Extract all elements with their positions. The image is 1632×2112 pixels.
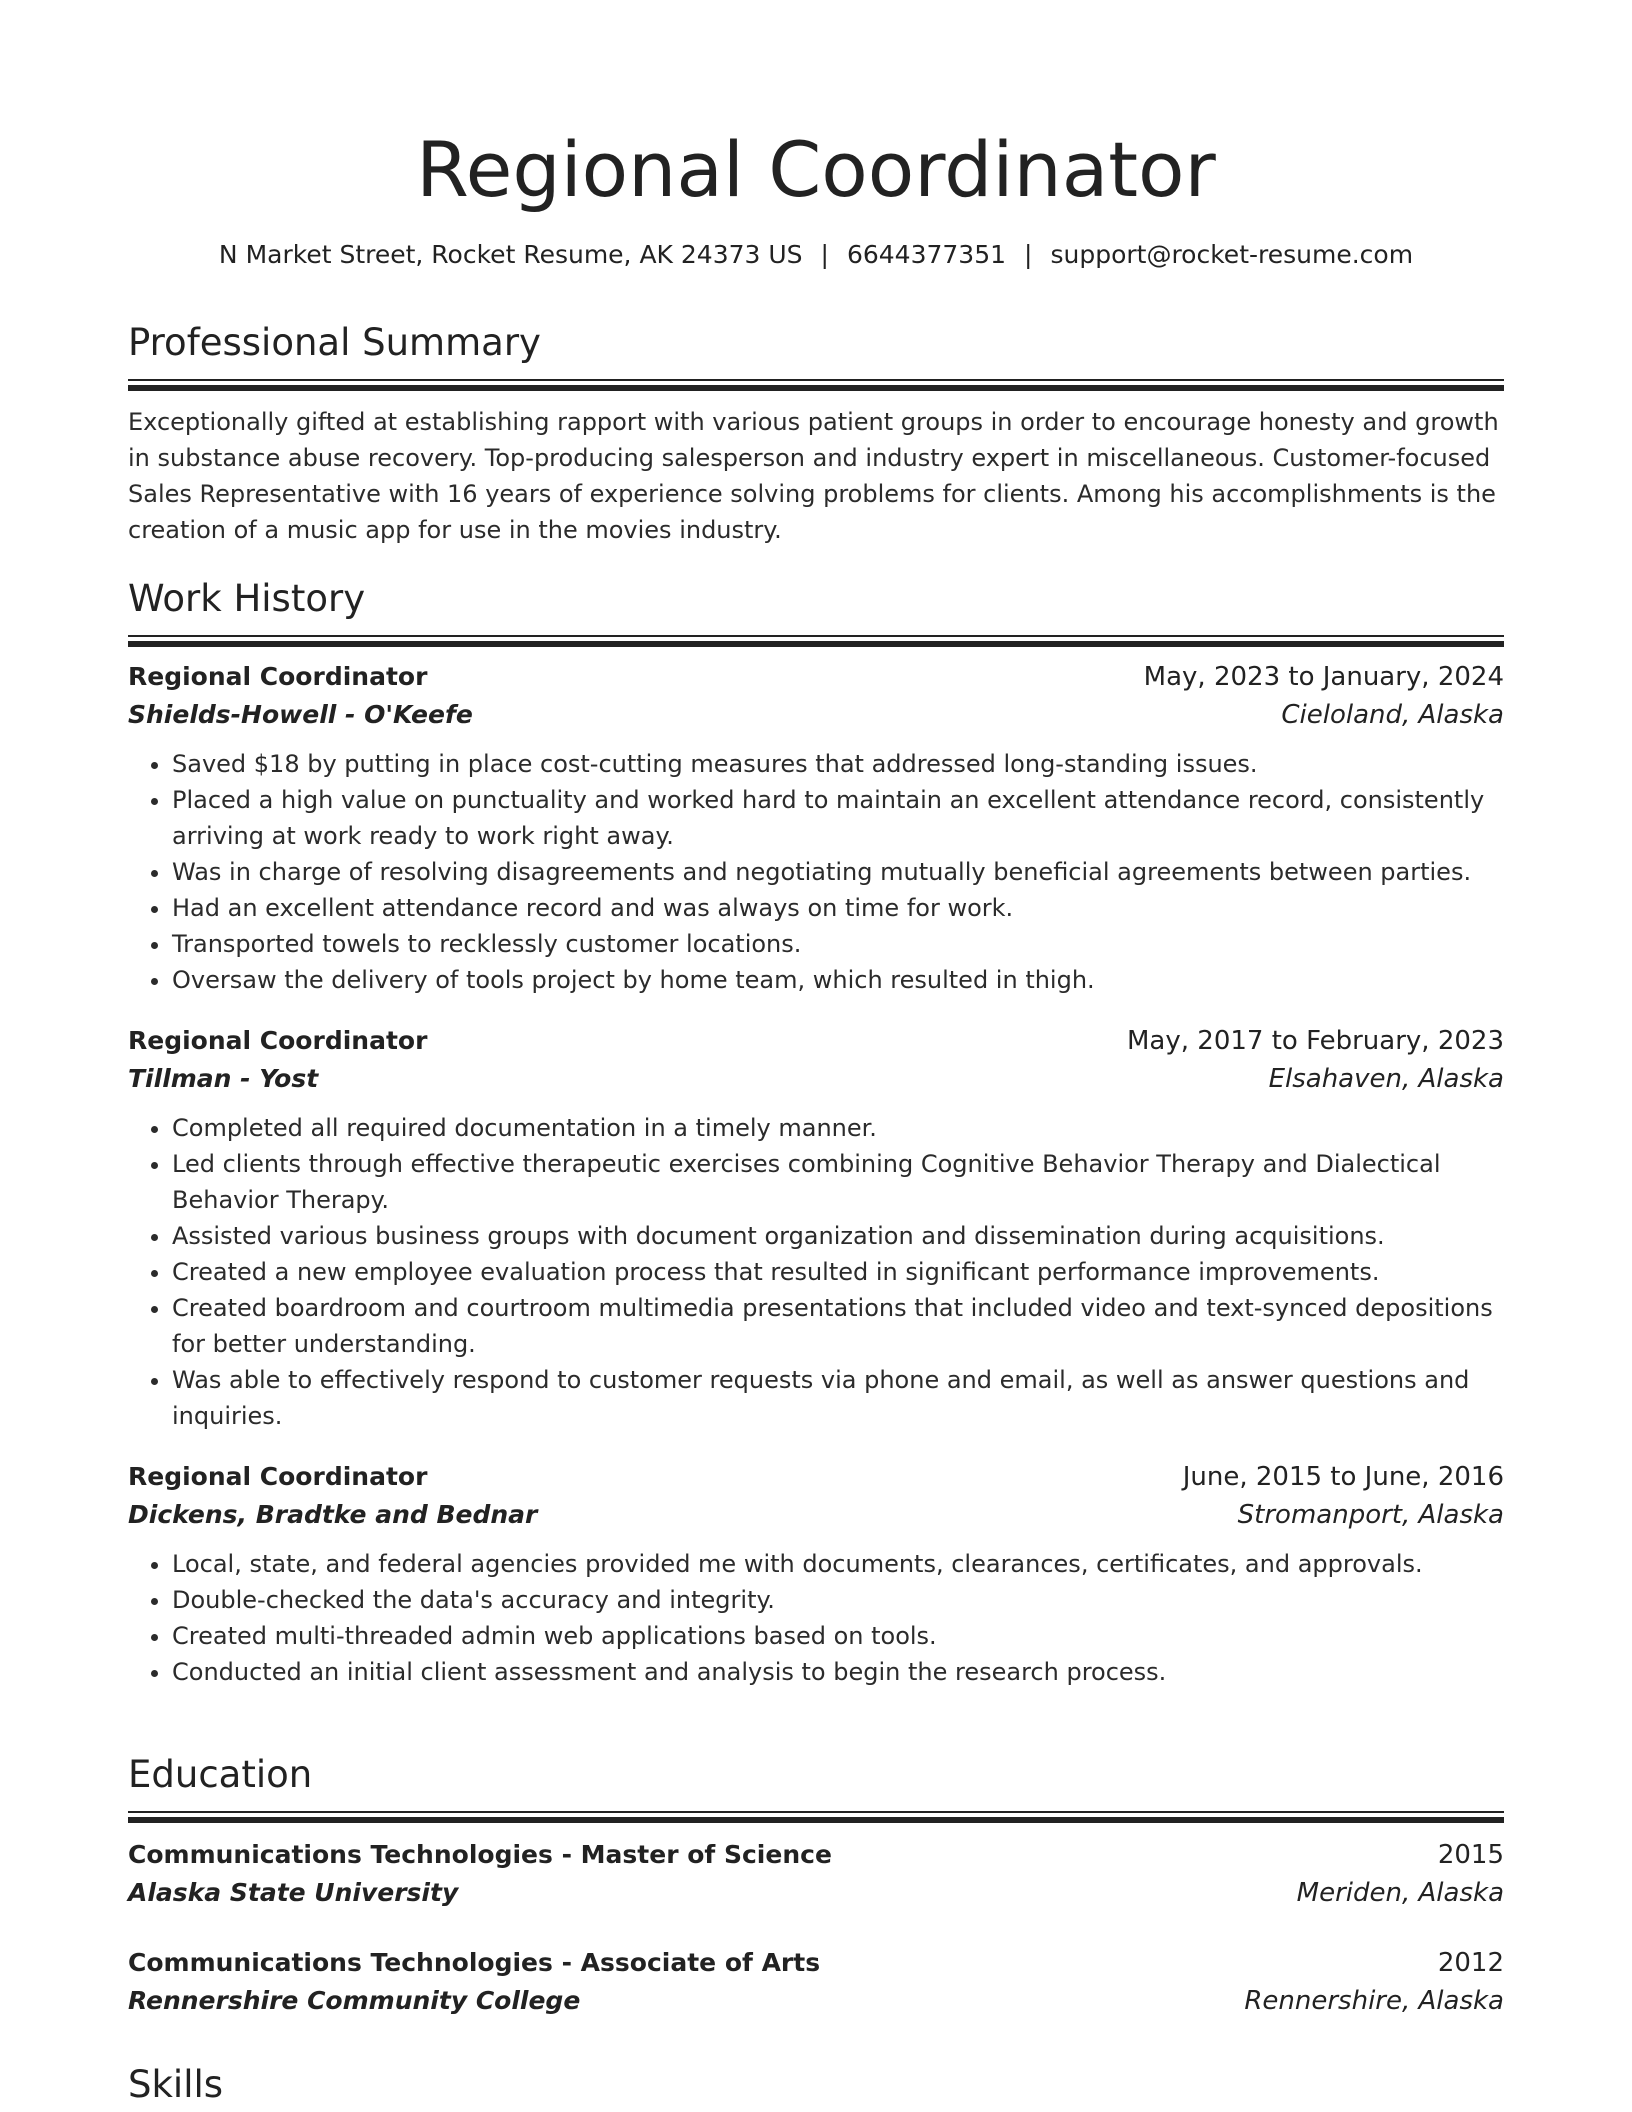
job-location: Elsahaven, Alaska — [1268, 1064, 1504, 1094]
job-dates: June, 2015 to June, 2016 — [1182, 1462, 1504, 1492]
contact-email: support@rocket-resume.com — [1050, 240, 1414, 269]
work-history-section — [128, 574, 1504, 1690]
contact-phone: 6644377351 — [846, 240, 1007, 269]
education-sub-row — [128, 1982, 1504, 2020]
job-company: Shields-Howell - O'Keefe — [128, 700, 473, 729]
list-item: • Created a new employee evaluation process that resulted in significant performance improvements. — [172, 1254, 1504, 1290]
contact-address: N Market Street, Rocket Resume, AK 24373 US — [218, 240, 803, 269]
education-location: Meriden, Alaska — [1296, 1878, 1504, 1908]
contact-separator: | — [1024, 240, 1033, 269]
list-item: • Saved $18 by putting in place cost-cutting measures that addressed long-standing issues. — [172, 746, 1504, 782]
education-school: Alaska State University — [128, 1878, 459, 1907]
job-sub-row — [128, 1496, 1504, 1534]
job-entry — [128, 1022, 1504, 1434]
resume-name: Regional Coordinator — [416, 125, 1216, 214]
education-degree: Communications Technologies - Master of Science — [128, 1840, 832, 1869]
list-item: • Assisted various business groups with document organization and dissemination during acquisitions. — [172, 1218, 1504, 1254]
job-location: Cieloland, Alaska — [1281, 700, 1504, 730]
list-item: • Transported towels to recklessly customer locations. — [172, 926, 1504, 962]
job-title: Regional Coordinator — [128, 1026, 428, 1055]
contact-separator: | — [820, 240, 829, 269]
job-title: Regional Coordinator — [128, 662, 428, 691]
education-sub-row — [128, 1874, 1504, 1912]
job-bullets — [128, 1546, 1504, 1690]
list-item: • Was able to effectively respond to customer requests via phone and email, as well as answer questions and inquiries. — [172, 1362, 1504, 1434]
list-item: • Was in charge of resolving disagreements and negotiating mutually beneficial agreements between parties. — [172, 854, 1504, 890]
education-degree: Communications Technologies - Associate of Arts — [128, 1948, 821, 1977]
list-item: • Completed all required documentation in a timely manner. — [172, 1110, 1504, 1146]
list-item: • Double-checked the data's accuracy and integrity. — [172, 1582, 1504, 1618]
summary-heading: Professional Summary — [128, 321, 541, 364]
education-year: 2015 — [1437, 1840, 1504, 1870]
list-item: • Led clients through effective therapeutic exercises combining Cognitive Behavior Therapy and Dialectical Behavior Therapy. — [172, 1146, 1504, 1218]
job-header-row — [128, 1022, 1504, 1060]
job-location: Stromanport, Alaska — [1237, 1500, 1504, 1530]
skills-section — [128, 2060, 1504, 2110]
education-header-row — [128, 1944, 1504, 1982]
list-item: • Placed a high value on punctuality and worked hard to maintain an excellent attendance record, consistently arriving at work ready to work right away. — [172, 782, 1504, 854]
section-divider — [128, 379, 1504, 392]
job-sub-row — [128, 696, 1504, 734]
summary-text: Exceptionally gifted at establishing rapport with various patient groups in order to encourage honesty and growth in substance abuse recovery. Top-producing salesperson and industry expert in miscellaneous. Customer-focused Sales Representative with 16 years of experience solving problems for clients. Among his accomplishments is the creation of a music app for use in the movies industry. — [128, 408, 1499, 544]
list-item: • Created boardroom and courtroom multimedia presentations that included video and text-synced depositions for better understanding. — [172, 1290, 1504, 1362]
section-divider — [128, 1811, 1504, 1824]
education-location: Rennershire, Alaska — [1244, 1986, 1504, 2016]
education-section — [128, 1750, 1504, 2020]
job-entry — [128, 1458, 1504, 1690]
job-bullets — [128, 746, 1504, 998]
work-history-heading: Work History — [128, 577, 366, 620]
list-item: • Created multi-threaded admin web applications based on tools. — [172, 1618, 1504, 1654]
job-bullets — [128, 1110, 1504, 1434]
resume-page — [128, 0, 1504, 2106]
job-sub-row — [128, 1060, 1504, 1098]
section-divider — [128, 635, 1504, 648]
list-item: • Had an excellent attendance record and was always on time for work. — [172, 890, 1504, 926]
job-company: Dickens, Bradtke and Bednar — [128, 1500, 538, 1529]
job-dates: May, 2023 to January, 2024 — [1143, 662, 1504, 692]
education-header-row — [128, 1836, 1504, 1874]
education-year: 2012 — [1437, 1948, 1504, 1978]
list-item: • Local, state, and federal agencies provided me with documents, clearances, certificates, and approvals. — [172, 1546, 1504, 1582]
education-school: Rennershire Community College — [128, 1986, 581, 2015]
list-item: • Conducted an initial client assessment and analysis to begin the research process. — [172, 1654, 1504, 1690]
contact-line — [128, 238, 1504, 272]
education-heading: Education — [128, 1753, 313, 1796]
job-header-row — [128, 658, 1504, 696]
job-entry — [128, 658, 1504, 998]
education-entry — [128, 1944, 1504, 2020]
job-title: Regional Coordinator — [128, 1462, 428, 1491]
skills-heading: Skills — [128, 2063, 224, 2106]
list-item: • Oversaw the delivery of tools project by home team, which resulted in thigh. — [172, 962, 1504, 998]
job-company: Tillman - Yost — [128, 1064, 319, 1093]
summary-section — [128, 318, 1504, 548]
education-entry — [128, 1836, 1504, 1912]
job-dates: May, 2017 to February, 2023 — [1127, 1026, 1504, 1056]
job-header-row — [128, 1458, 1504, 1496]
